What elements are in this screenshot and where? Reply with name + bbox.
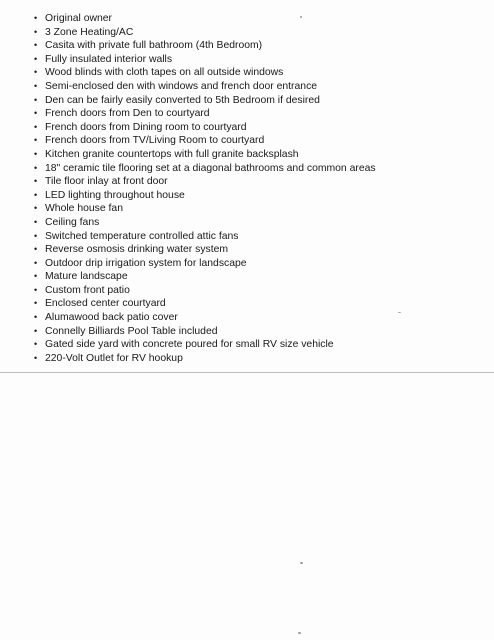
list-item xyxy=(34,134,484,148)
scan-speck xyxy=(300,562,303,564)
feature-text: French doors from Dining room to courtyard xyxy=(45,121,247,133)
list-item xyxy=(34,148,484,162)
bullet: • xyxy=(34,162,38,173)
bullet: • xyxy=(34,284,38,295)
bullet: • xyxy=(34,216,38,227)
bullet: • xyxy=(34,189,38,200)
feature-text: Reverse osmosis drinking water system xyxy=(45,244,229,256)
feature-text: Connelly Billiards Pool Table included xyxy=(45,325,218,337)
feature-text: Enclosed center courtyard xyxy=(45,298,166,310)
bullet: • xyxy=(34,352,38,363)
list-item xyxy=(34,257,484,271)
list-item xyxy=(34,297,484,311)
list-item xyxy=(34,270,484,284)
bullet: • xyxy=(34,40,38,51)
feature-text: Whole house fan xyxy=(45,203,123,215)
feature-text: 3 Zone Heating/AC xyxy=(45,26,134,38)
bullet: • xyxy=(34,80,38,91)
bullet: • xyxy=(34,13,38,23)
bullet: • xyxy=(34,148,38,159)
bullet: • xyxy=(34,176,38,187)
bullet: • xyxy=(34,53,38,64)
feature-text: French doors from TV/Living Room to courtyard xyxy=(45,135,265,147)
list-item xyxy=(34,202,484,216)
bullet: • xyxy=(34,230,38,241)
feature-text: Mature landscape xyxy=(45,271,128,283)
feature-text: Wood blinds with cloth tapes on all outside windows xyxy=(45,67,284,79)
feature-text: Original owner xyxy=(45,13,112,24)
feature-text: 220-Volt Outlet for RV hookup xyxy=(45,352,183,364)
bullet: • xyxy=(34,271,38,282)
bullet: • xyxy=(34,26,38,37)
bullet: • xyxy=(34,325,38,336)
list-item xyxy=(34,94,484,108)
feature-text: Custom front patio xyxy=(45,284,130,296)
list-item xyxy=(34,338,484,352)
bullet: • xyxy=(34,67,38,78)
bullet: • xyxy=(34,108,38,119)
list-item xyxy=(34,230,484,244)
list-item xyxy=(34,39,484,53)
feature-text: Switched temperature controlled attic fans xyxy=(45,230,239,242)
feature-text: Casita with private full bathroom (4th Bedroom) xyxy=(45,40,263,52)
list-item xyxy=(34,243,484,257)
list-item xyxy=(34,107,484,121)
bullet: • xyxy=(34,312,38,323)
list-item xyxy=(34,80,484,94)
bullet: • xyxy=(34,121,38,132)
bullet: • xyxy=(34,135,38,146)
list-item xyxy=(34,121,484,135)
scan-speck xyxy=(398,312,401,313)
feature-text: French doors from Den to courtyard xyxy=(45,108,210,120)
bullet: • xyxy=(34,339,38,350)
list-item xyxy=(34,352,484,366)
list-item xyxy=(34,325,484,339)
list-item xyxy=(34,26,484,40)
feature-text: 18" ceramic tile flooring set at a diagonal bathrooms and common areas xyxy=(45,162,376,174)
feature-text: Ceiling fans xyxy=(45,216,100,228)
list-item xyxy=(34,284,484,298)
feature-text: Outdoor drip irrigation system for landscape xyxy=(45,257,247,269)
scan-speck xyxy=(300,16,302,18)
list-item xyxy=(34,12,484,26)
scan-speck xyxy=(298,632,301,634)
feature-text: Fully insulated interior walls xyxy=(45,53,173,65)
feature-text: Den can be fairly easily converted to 5th Bedroom if desired xyxy=(45,94,320,106)
bullet: • xyxy=(34,244,38,255)
feature-text: Tile floor inlay at front door xyxy=(45,176,168,188)
feature-text: Gated side yard with concrete poured for small RV size vehicle xyxy=(45,339,334,351)
feature-text: Kitchen granite countertops with full granite backsplash xyxy=(45,148,299,160)
list-item xyxy=(34,53,484,67)
list-item xyxy=(34,175,484,189)
feature-text: Semi-enclosed den with windows and french door entrance xyxy=(45,80,318,92)
bullet: • xyxy=(34,94,38,105)
bullet: • xyxy=(34,203,38,214)
list-item xyxy=(34,189,484,203)
feature-list xyxy=(34,12,484,365)
feature-text: LED lighting throughout house xyxy=(45,189,185,201)
list-item xyxy=(34,216,484,230)
list-item xyxy=(34,311,484,325)
scan-divider-line xyxy=(0,372,494,373)
list-item xyxy=(34,66,484,80)
bullet: • xyxy=(34,257,38,268)
feature-text: Alumawood back patio cover xyxy=(45,312,178,324)
bullet: • xyxy=(34,298,38,309)
list-item xyxy=(34,162,484,176)
